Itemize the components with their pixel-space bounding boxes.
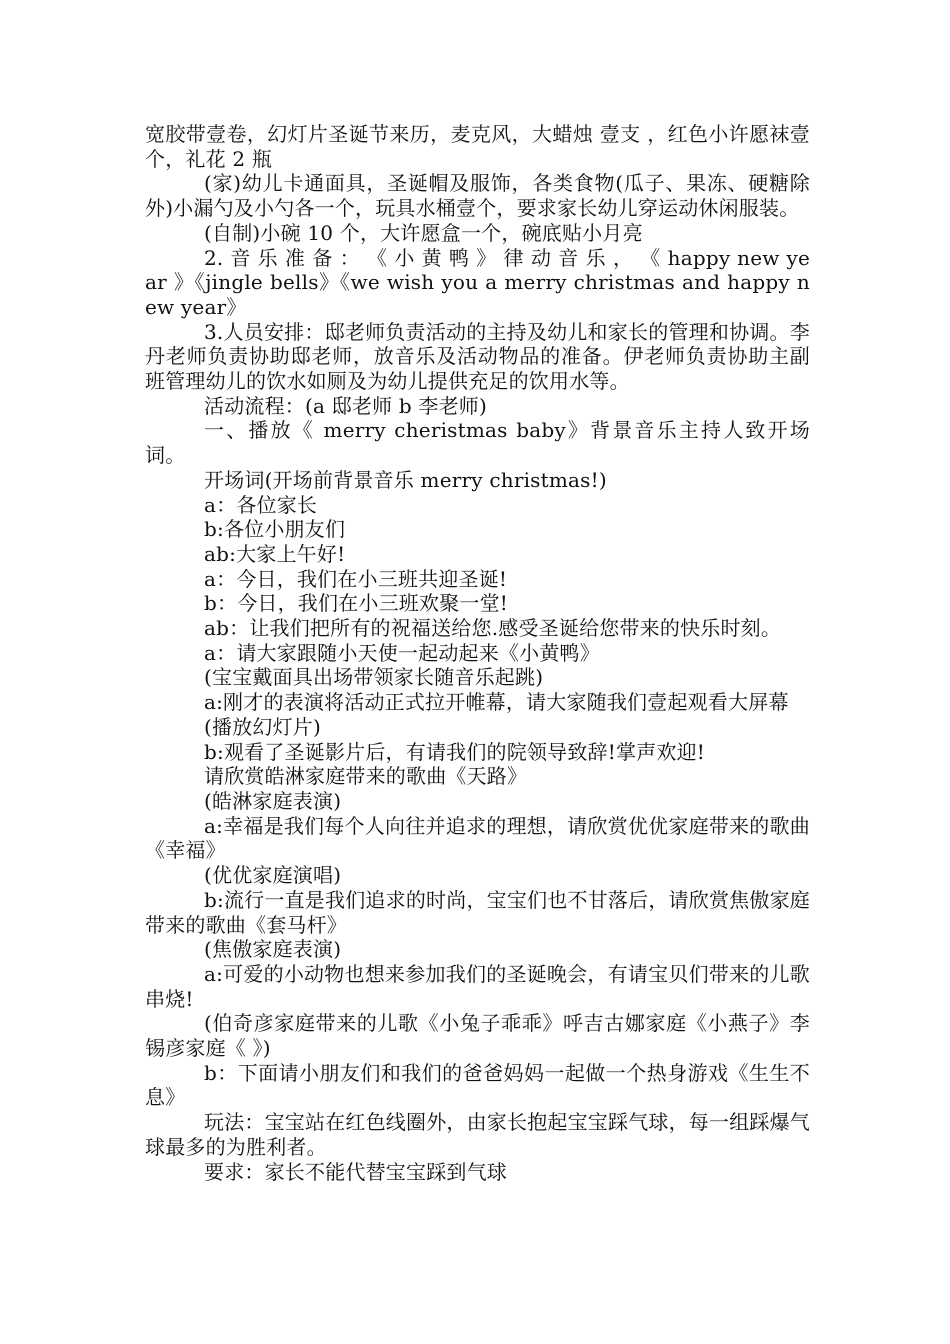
stage-direction: (焦傲家庭表演)	[204, 937, 342, 962]
dialogue-line: a:幸福是我们每个人向往并追求的理想，请欣赏优优家庭带来的歌曲《幸福》	[145, 813, 810, 863]
dialogue-line: a:可爱的小动物也想来参加我们的圣诞晚会，有请宝贝们带来的儿歌串烧!	[145, 961, 810, 1011]
stage-direction: (宝宝戴面具出场带领家长随音乐起跳)	[204, 665, 544, 690]
paragraph-self-made-items: (自制)小碗 10 个，大许愿盒一个，碗底贴小月亮	[204, 220, 643, 245]
paragraph-step-one: 一、播放《 merry cheristmas baby》背景音乐主持人致开场词。	[145, 418, 810, 468]
paragraph-family-items: (家)幼儿卡通面具，圣诞帽及服饰，各类食物(瓜子、果冻、硬糖除外)小漏勺及小勺各一个，玩具水桶壹个，要求家长幼儿穿运动休闲服装。	[145, 171, 810, 221]
paragraph-materials-list: 宽胶带壹卷，幻灯片圣诞节来历，麦克风，大蜡烛 壹支 ，红色小许愿袜壹个，礼花 2 瓶	[145, 122, 810, 171]
paragraph-music-preparation: 2. 音 乐 准 备 ： 《 小 黄 鸭 》 律 动 音 乐 ， 《 happy new year 》《jingle bells》《we wish you a merry christmas and happy new year》	[145, 245, 810, 319]
dialogue-line: a：各位家长	[204, 492, 318, 517]
paragraph-opening-speech: 开场词(开场前背景音乐 merry christmas!)	[204, 467, 607, 492]
dialogue-line: a:刚才的表演将活动正式拉开帷幕，请大家随我们壹起观看大屏幕	[204, 690, 789, 715]
dialogue-line: b：下面请小朋友们和我们的爸爸妈妈一起做一个热身游戏《生生不息》	[145, 1060, 810, 1110]
dialogue-line: b:流行一直是我们追求的时尚，宝宝们也不甘落后，请欣赏焦傲家庭带来的歌曲《套马杆》	[145, 887, 810, 937]
dialogue-line: 请欣赏皓淋家庭带来的歌曲《天路》	[204, 764, 528, 789]
dialogue-line: b：今日，我们在小三班欢聚一堂!	[204, 591, 509, 616]
stage-direction: (皓淋家庭表演)	[204, 788, 342, 813]
dialogue-line: a：今日，我们在小三班共迎圣诞!	[204, 566, 508, 591]
document-body	[145, 122, 810, 1184]
paragraph-game-requirement: 要求：家长不能代替宝宝踩到气球	[204, 1159, 507, 1184]
stage-direction: (播放幻灯片)	[204, 714, 322, 739]
stage-direction: (伯奇彦家庭带来的儿歌《小兔子乖乖》呼吉古娜家庭《小燕子》李锡彦家庭《 》)	[145, 1011, 810, 1061]
dialogue-line: b:各位小朋友们	[204, 517, 346, 542]
dialogue-line: b:观看了圣诞影片后，有请我们的院领导致辞!掌声欢迎!	[204, 739, 706, 764]
paragraph-game-rules: 玩法：宝宝站在红色线圈外，由家长抱起宝宝踩气球，每一组踩爆气球最多的为胜利者。	[145, 1110, 810, 1159]
paragraph-activity-process: 活动流程：(a 邸老师 b 李老师)	[204, 393, 488, 418]
stage-direction: (优优家庭演唱)	[204, 863, 342, 888]
dialogue-line: a：请大家跟随小天使一起动起来《小黄鸭》	[204, 640, 600, 665]
paragraph-staff-arrangement: 3.人员安排：邸老师负责活动的主持及幼儿和家长的管理和协调。李丹老师负责协助邸老师，放音乐及活动物品的准备。伊老师负责协助主副班管理幼儿的饮水如厕及为幼儿提供充足的饮用水等。	[145, 319, 810, 394]
dialogue-line: ab:大家上午好!	[204, 541, 346, 566]
dialogue-line: ab：让我们把所有的祝福送给您.感受圣诞给您带来的快乐时刻。	[204, 616, 782, 641]
